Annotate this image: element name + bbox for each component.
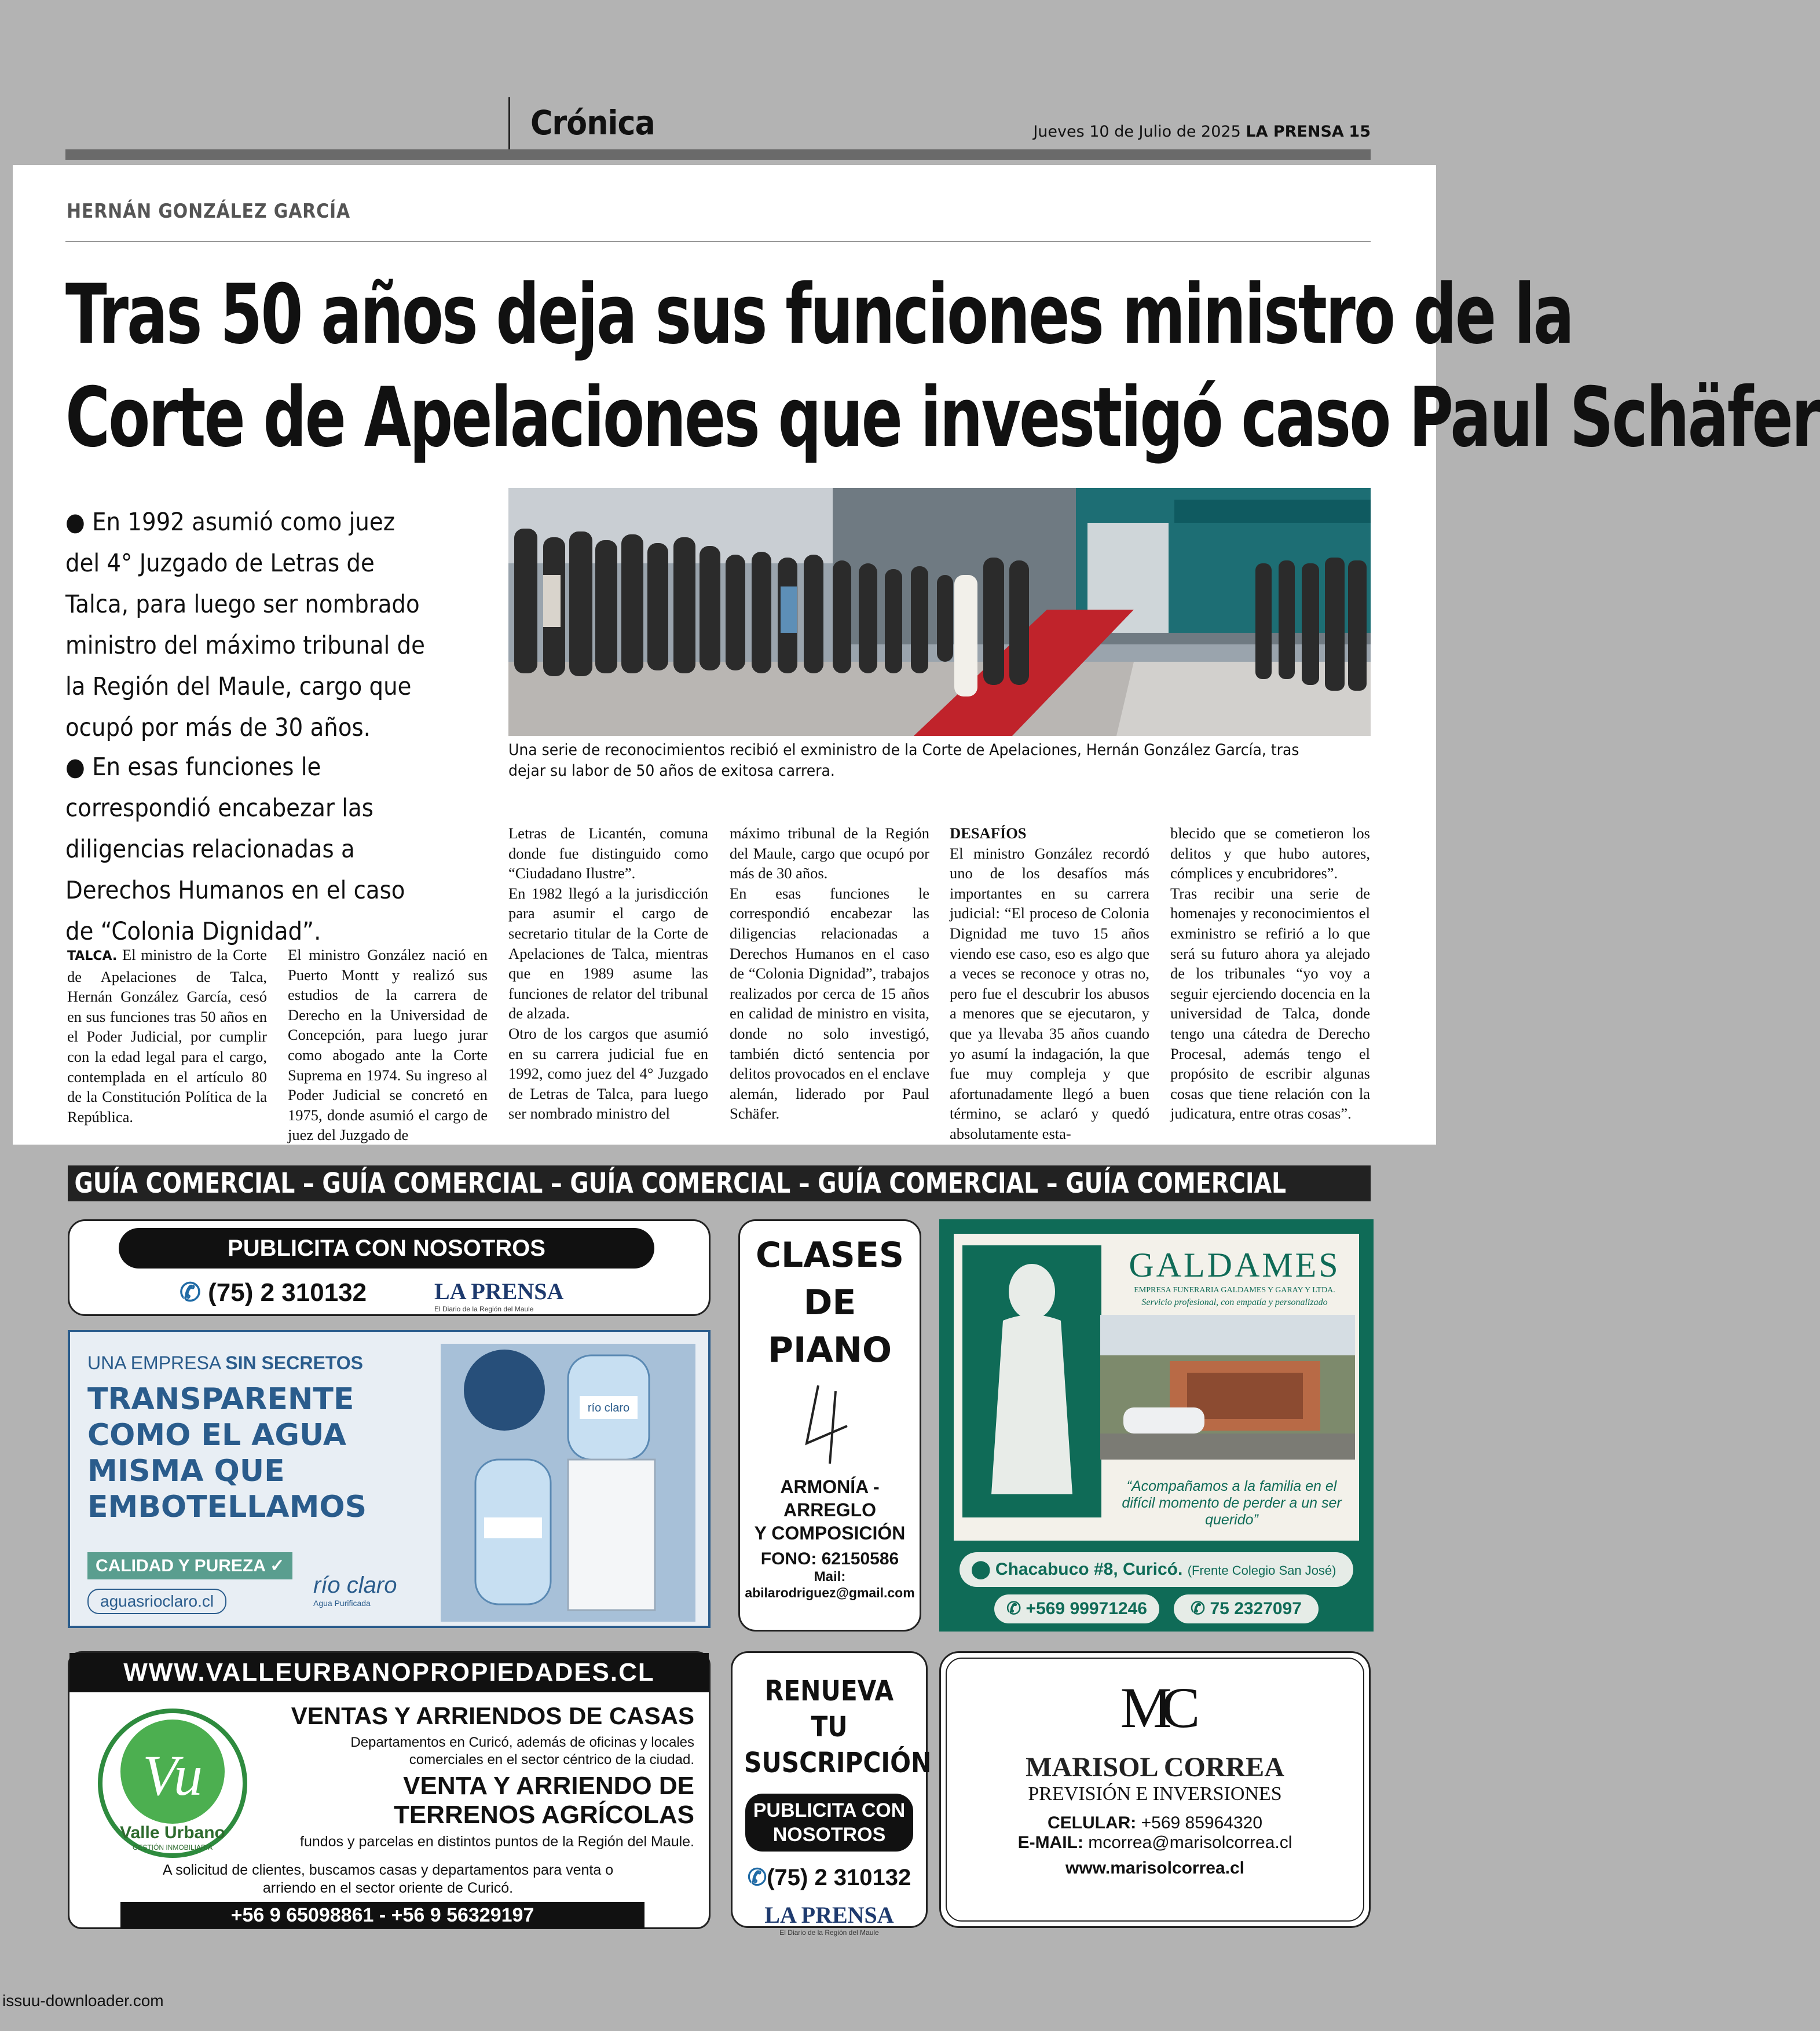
ad-piano-phone: FONO: 62150586 xyxy=(760,1549,899,1568)
la-prensa-logo: LA PRENSA El Diario de la Región del Maule xyxy=(764,1902,894,1937)
bullet-icon: ● xyxy=(65,753,93,782)
ad-valle-heading-1: VENTAS Y ARRIENDOS DE CASAS xyxy=(291,1702,694,1729)
header-bar xyxy=(65,149,1371,160)
svg-text:río claro: río claro xyxy=(587,1402,630,1414)
svg-text:GESTIÓN INMOBILIARIA: GESTIÓN INMOBILIARIA xyxy=(132,1843,213,1852)
ad-galdames xyxy=(939,1219,1374,1632)
body-column-1: TALCA. El ministro de la Corte de Apelaciones de Talca, Hernán González García, cesó en sus funciones tras 50 años en el Poder Judicial, por cumplir con la edad legal para el cargo, contemplada en el artículo 80 de la Constitución Política de la República. xyxy=(67,946,267,1126)
ad-marisol-inner-frame xyxy=(946,1658,1364,1922)
ad-rioclaro-brand: río claro Agua Purificada xyxy=(313,1572,397,1608)
ad-galdames-phone-1: ✆ +569 99971246 xyxy=(994,1594,1159,1623)
ad-renueva xyxy=(731,1651,932,1937)
body-column-2: El ministro González nació en Puerto Montt y realizó sus estudios de la carrera de Derecho en la Universidad de Concepción, para luego jurar como abogado ante la Corte Suprema en 1974. Su ingreso al Poder Judicial se concretó en 1975, donde asumió el cargo de juez del Juzgado de xyxy=(288,946,488,1144)
issue-date: Jueves 10 de Julio de 2025 xyxy=(1033,123,1241,141)
ad-piano-mail-label: Mail: xyxy=(814,1569,846,1585)
ad-rioclaro-url[interactable]: aguasrioclaro.cl xyxy=(87,1589,226,1614)
la-prensa-logo: LA PRENSA El Diario de la Región del Maule xyxy=(434,1278,564,1313)
ad-marisol-name: MARISOL CORREA xyxy=(1026,1752,1284,1783)
ad-valle-url[interactable]: WWW.VALLEURBANOPROPIEDADES.CL xyxy=(69,1653,709,1692)
phone-icon: ✆ xyxy=(747,1865,767,1890)
ad-marisol-cell: CELULAR: +569 85964320 xyxy=(1047,1813,1263,1832)
headline xyxy=(65,263,1820,470)
ad-galdames-address: ⬤ Chacabuco #8, Curicó. (Frente Colegio San José) xyxy=(960,1552,1353,1587)
page-dateline xyxy=(1033,123,1371,141)
header-divider xyxy=(508,97,510,151)
svg-text:Valle Urbano: Valle Urbano xyxy=(120,1823,225,1842)
subhead-desafios: DESAFÍOS xyxy=(950,824,1027,842)
ad-valle-phones: +56 9 65098861 - +56 9 56329197 xyxy=(120,1902,644,1929)
dateline-label: TALCA. xyxy=(67,949,118,963)
ad-valle-urbano xyxy=(68,1651,711,1929)
location-pin-icon: ⬤ xyxy=(971,1560,991,1579)
ad-rioclaro-slogan: TRANSPARENTE COMO EL AGUA MISMA QUE EMBOTELLAMOS xyxy=(87,1382,367,1524)
ad-galdames-quote: “Acompañamos a la familia en el difícil momento de perder a un ser querido” xyxy=(1122,1478,1342,1528)
ad-valle-text-1: Departamentos en Curicó, además de oficinas y locales comerciales en el sector céntrico de la ciudad. xyxy=(350,1735,694,1768)
ad-publicita-title: PUBLICITA CON NOSOTROS xyxy=(119,1228,654,1269)
angel-statue-icon xyxy=(962,1245,1101,1517)
phone-icon: ✆ xyxy=(1191,1599,1206,1618)
funeral-home-photo xyxy=(1100,1315,1355,1460)
ad-galdames-statue-frame xyxy=(962,1245,1101,1517)
ad-galdames-name: GALDAMES xyxy=(1129,1246,1341,1284)
phone-icon: ✆ xyxy=(180,1278,201,1307)
ad-valle-text-2: fundos y parcelas en distintos puntos de la Región del Maule. xyxy=(300,1834,694,1850)
headline-line-2: Corte de Apelaciones que investigó caso Paul Schäfer xyxy=(65,370,1820,465)
bullet-icon: ● xyxy=(65,508,93,537)
ad-rioclaro-badge: CALIDAD Y PUREZA ✓ xyxy=(87,1552,292,1579)
guia-comercial-banner: GUÍA COMERCIAL – GUÍA COMERCIAL – GUÍA COMERCIAL – GUÍA COMERCIAL – GUÍA COMERCIAL xyxy=(68,1165,1371,1201)
section-title: Crónica xyxy=(530,103,655,142)
byline: HERNÁN GONZÁLEZ GARCÍA xyxy=(67,200,351,223)
paper-name: LA PRENSA xyxy=(1246,123,1344,141)
body-column-4: máximo tribunal de la Región del Maule, cargo que ocupó por más de 30 años. En esas funciones le correspondió encabezar las diligencias relacionadas a Derechos Humanos en el caso de “Colonia Dignidad”, trabajos realizados por cerca de 15 años en calidad de ministro en visita, donde no solo investigó, también dictó sentencia por delitos provocados en el enclave alemán, liderado por Paul Schäfer. xyxy=(730,824,929,1123)
ad-piano-title: CLASES DE PIANO xyxy=(755,1235,904,1370)
watermark: issuu-downloader.com xyxy=(2,1992,164,2010)
page-number: 15 xyxy=(1349,123,1371,141)
check-icon: ✓ xyxy=(270,1556,285,1575)
ad-rioclaro-kicker: UNA EMPRESA SIN SECRETOS xyxy=(87,1352,363,1373)
body-column-5: DESAFÍOS El ministro González recordó uno de los desafíos más importantes en su carrera judicial: “El proceso de Colonia Dignidad me tuvo 15 años viendo ese caso, eso es algo que a veces se reconoce y otras no, pero fue el descubrir los abusos a menores que se ejecutaron, y que ya llevaba 35 años cuando yo asumí la indagación, la que fue muy compleja y que afortunadamente llegó a buen término, se aclaró y quedó absolutamente esta- xyxy=(950,824,1149,1142)
headline-line-1: Tras 50 años deja sus funciones ministro de la xyxy=(65,267,1573,362)
ad-valle-text-3: A solicitud de clientes, buscamos casas y departamentos para venta o arriendo en el sector oriente de Curicó. xyxy=(162,1862,614,1896)
summary-bullet-1: ● En 1992 asumió como juez del 4° Juzgado de Letras de Talca, para luego ser nombrado ministro del máximo tribunal de la Región del Maule, cargo que ocupó por más de 30 años. xyxy=(65,508,425,742)
ad-piano xyxy=(738,1219,921,1632)
ad-marisol-email: E-MAIL: mcorrea@marisolcorrea.cl xyxy=(1017,1833,1292,1852)
body-column-3: Letras de Licantén, comuna donde fue distinguido como “Ciudadano Ilustre”. En 1982 llegó a la jurisdicción para asumir el cargo de secretario titular de la Corte de Apelaciones de Talca, mientras que en 1989 asume las funciones de relator del tribunal de alzada. Otro de los cargos que asumió en su carrera judicial fue en 1992, como juez del 4° Juzgado de Letras de Talca, para luego ser nombrado ministro del xyxy=(508,824,708,1123)
ad-marisol-subtitle: PREVISIÓN E INVERSIONES xyxy=(1028,1783,1282,1805)
photo-caption: Una serie de reconocimientos recibió el exministro de la Corte de Apelaciones, Hernán González García, tras dejar su labor de 50 años de exitosa carrera. xyxy=(508,741,1299,780)
summary-bullet-2: ● En esas funciones le correspondió encabezar las diligencias relacionadas a Derechos Humanos en el caso de “Colonia Dignidad”. xyxy=(65,753,405,946)
piano-signature-logo xyxy=(795,1380,865,1467)
ad-galdames-company: EMPRESA FUNERARIA GALDAMES Y GARAY Y LTDA. xyxy=(1134,1286,1335,1295)
ad-rioclaro xyxy=(68,1330,711,1628)
ad-marisol-web[interactable]: www.marisolcorrea.cl xyxy=(1065,1858,1245,1878)
ad-renueva-pill: PUBLICITA CON NOSOTROS xyxy=(745,1794,913,1852)
article-photo xyxy=(508,488,1371,736)
body-column-6: blecido que se cometieron los delitos y que hubo autores, cómplices y encubridores”. Tras recibir una serie de homenajes y reconocimientos el exministro se refirió a lo que será su futuro ahora ya alejado de los tribunales “yo voy a seguir ejerciendo docencia en la universidad de Talca, donde tengo una cátedra de Derecho Procesal, además tengo el propósito de escribir algunas cosas que tiene relación con la judicatura, entre otras cosas”. xyxy=(1170,824,1370,1123)
ad-galdames-tagline: Servicio profesional, con empatía y personalizado xyxy=(1141,1297,1328,1307)
ad-valle-heading-2: VENTA Y ARRIENDO DE TERRENOS AGRÍCOLAS xyxy=(393,1772,694,1829)
ad-marisol-correa xyxy=(939,1651,1371,1928)
ad-piano-mail[interactable]: abilarodriguez@gmail.com xyxy=(745,1585,915,1600)
ad-renueva-phone: ✆(75) 2 310132 xyxy=(747,1865,911,1890)
water-bottles-illustration xyxy=(441,1344,695,1622)
ad-publicita xyxy=(68,1219,711,1316)
marisol-monogram-logo: MC xyxy=(1120,1676,1190,1740)
byline-rule xyxy=(65,241,1371,242)
ad-galdames-phone-2: ✆ 75 2327097 xyxy=(1174,1594,1319,1623)
ad-piano-services: ARMONÍA - ARREGLO Y COMPOSICIÓN xyxy=(754,1476,906,1544)
ad-publicita-phone: ✆ (75) 2 310132 xyxy=(180,1278,367,1307)
valle-urbano-logo xyxy=(91,1708,254,1858)
phone-icon: ✆ xyxy=(1006,1599,1021,1618)
ad-renueva-title: RENUEVA TU SUSCRIPCIÓN xyxy=(744,1675,932,1779)
svg-text:Vu: Vu xyxy=(142,1743,203,1808)
